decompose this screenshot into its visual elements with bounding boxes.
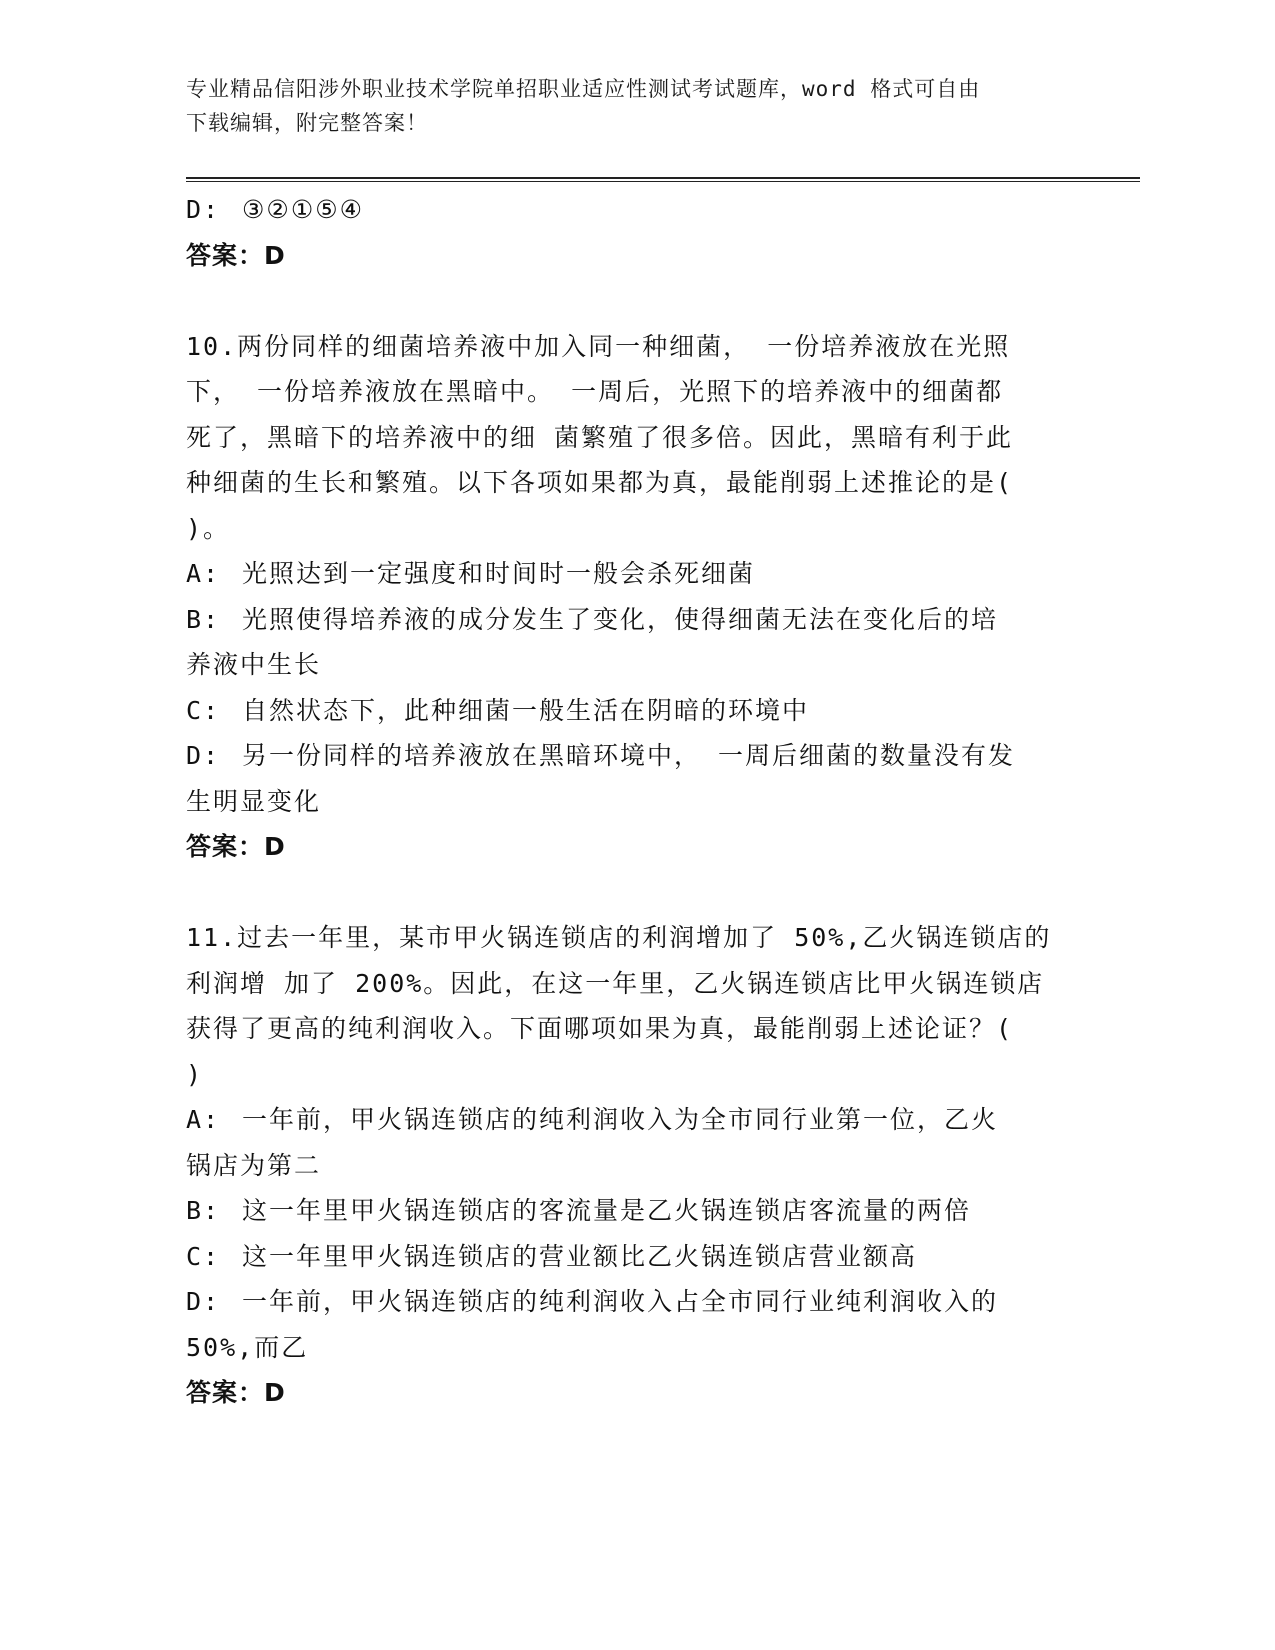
option-text: 光照达到一定强度和时间时一般会杀死细菌	[242, 559, 756, 588]
header-divider	[186, 177, 1140, 179]
option-label: B:	[186, 1196, 221, 1225]
option-c	[186, 1234, 1066, 1280]
question-10	[186, 324, 1066, 870]
option-label: C:	[186, 695, 221, 725]
option-label: D:	[186, 195, 221, 224]
option-d	[186, 1279, 1066, 1325]
answer: 答案：D	[186, 832, 286, 861]
question-stem-line: )	[186, 1059, 204, 1089]
option-b-continued: 养液中生长	[186, 650, 322, 679]
question-11	[186, 915, 1066, 1416]
option-d-continued: 生明显变化	[186, 786, 322, 816]
header-line-2: 下载编辑，附完整答案！	[186, 111, 428, 135]
option-a	[186, 551, 1066, 597]
option-text: ③②①⑤④	[242, 195, 365, 224]
option-d	[186, 733, 1066, 779]
question-stem-line: 获得了更高的纯利润收入。下面哪项如果为真，最能削弱上述论证？(	[186, 1014, 1014, 1043]
option-text: 这一年里甲火锅连锁店的客流量是乙火锅连锁店客流量的两倍	[242, 1196, 972, 1225]
option-label: A:	[186, 559, 221, 588]
spacer	[186, 278, 1066, 324]
option-d-continued: 50%,而乙	[186, 1332, 309, 1362]
option-label: D:	[186, 741, 221, 770]
option-label: C:	[186, 1241, 221, 1271]
option-label: D:	[186, 1287, 221, 1316]
question-stem-line: 利润增 加了 200%。因此，在这一年里，乙火锅连锁店比甲火锅连锁店	[186, 968, 1045, 998]
option-text: 光照使得培养液的成分发生了变化，使得细菌无法在变化后的培	[242, 604, 999, 634]
option-text: 自然状态下，此种细菌一般生活在阴暗的环境中	[242, 695, 810, 725]
question-stem-line: )。	[186, 513, 231, 543]
prev-answer: 答案：D	[186, 240, 286, 270]
document-body	[186, 187, 1066, 1416]
spacer	[186, 870, 1066, 916]
header-divider-thin	[186, 181, 1140, 182]
option-c	[186, 688, 1066, 734]
question-stem-line: 死了，黑暗下的培养液中的细 菌繁殖了很多倍。因此，黑暗有利于此	[186, 422, 1014, 452]
prev-option-d	[186, 187, 1066, 233]
option-text: 另一份同样的培养液放在黑暗环境中， 一周后细菌的数量没有发	[242, 741, 1016, 770]
option-text: 这一年里甲火锅连锁店的营业额比乙火锅连锁店营业额高	[242, 1241, 918, 1271]
question-stem-line: 10.两份同样的细菌培养液中加入同一种细菌， 一份培养液放在光照	[186, 331, 1011, 361]
option-text: 一年前，甲火锅连锁店的纯利润收入占全市同行业纯利润收入的	[242, 1287, 999, 1316]
option-b	[186, 1188, 1066, 1234]
question-stem-line: 种细菌的生长和繁殖。以下各项如果都为真，最能削弱上述推论的是(	[186, 468, 1014, 497]
answer: 答案：D	[186, 1378, 286, 1407]
header-line-1: 专业精品信阳涉外职业技术学院单招职业适应性测试考试题库，word 格式可自由	[186, 77, 981, 101]
option-a	[186, 1097, 1066, 1143]
option-label: B:	[186, 604, 221, 634]
option-text: 一年前，甲火锅连锁店的纯利润收入为全市同行业第一位，乙火	[242, 1105, 999, 1134]
page-header	[186, 72, 1086, 140]
option-b	[186, 597, 1066, 643]
question-stem-line: 11.过去一年里，某市甲火锅连锁店的利润增加了 50%,乙火锅连锁店的	[186, 923, 1052, 952]
option-a-continued: 锅店为第二	[186, 1150, 322, 1180]
question-stem-line: 下， 一份培养液放在黑暗中。 一周后，光照下的培养液中的细菌都	[186, 377, 1004, 406]
option-label: A:	[186, 1105, 221, 1134]
